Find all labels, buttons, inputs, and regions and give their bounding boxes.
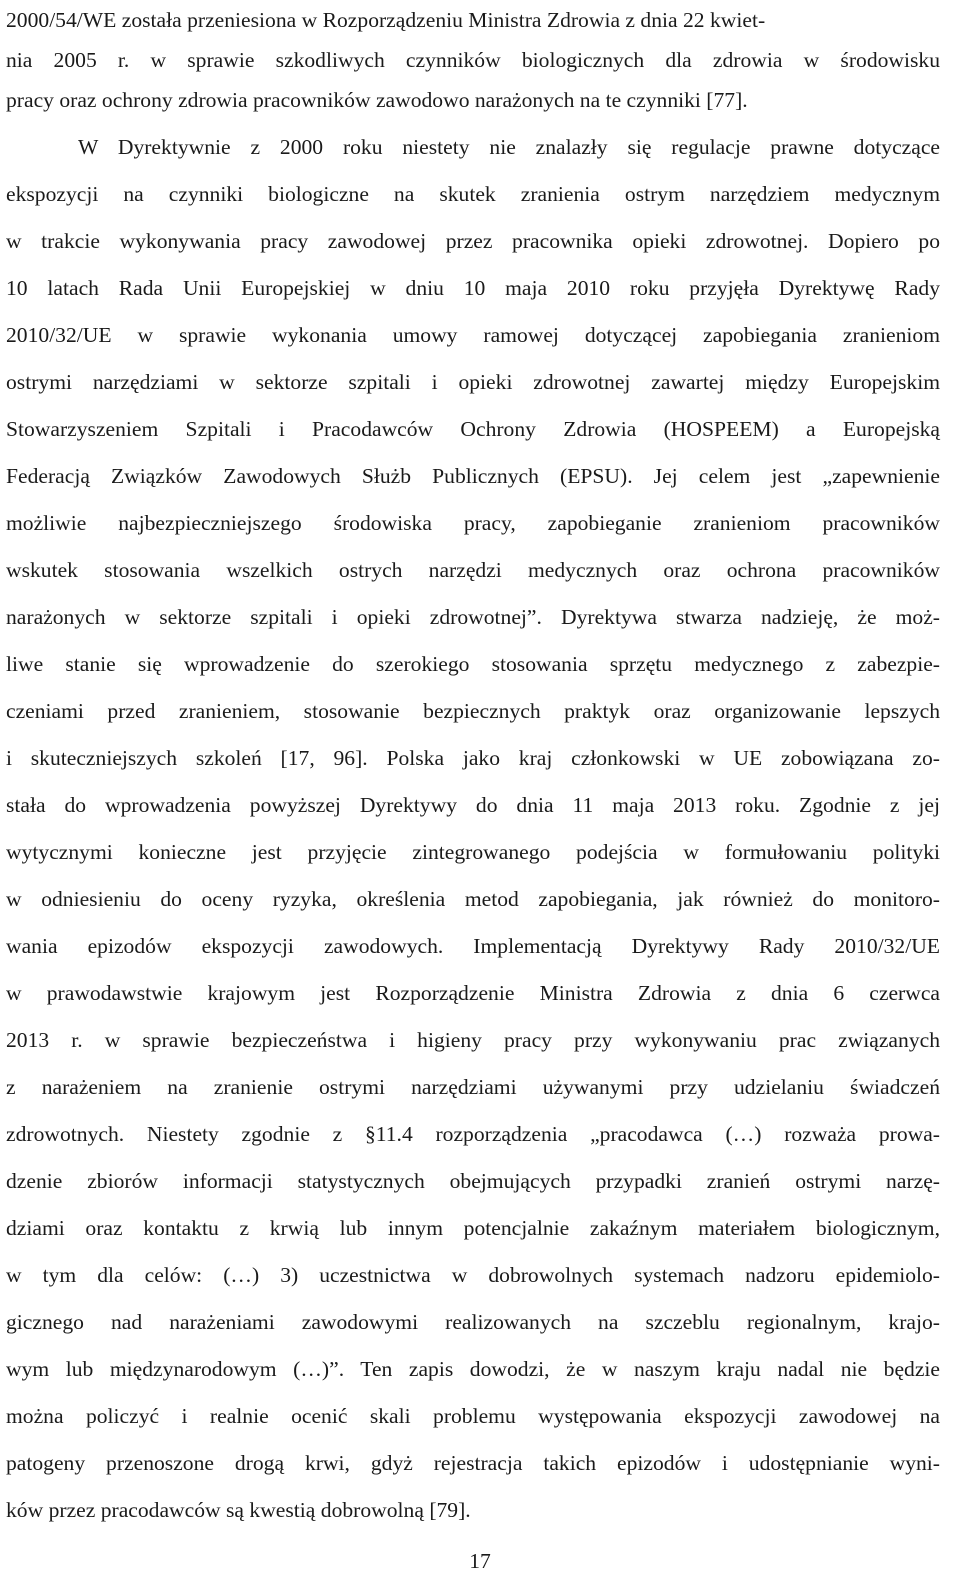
text-line-15: liwe stanie się wprowadzenie do szerokiego stosowania sprzętu medycznego z zabezpie- bbox=[6, 652, 940, 676]
text-line-28: w tym dla celów: (…) 3) uczestnictwa w dobrowolnych systemach nadzoru epidemiolo- bbox=[6, 1263, 940, 1287]
text-line-3: pracy oraz ochrony zdrowia pracowników zawodowo narażonych na te czynniki [77]. bbox=[6, 88, 748, 112]
text-line-17: i skuteczniejszych szkoleń [17, 96]. Polska jako kraj członkowski w UE zobowiązana zo- bbox=[6, 746, 940, 770]
text-line-13: wskutek stosowania wszelkich ostrych narzędzi medycznych oraz ochrona pracowników bbox=[6, 558, 940, 582]
text-line-25: zdrowotnych. Niestety zgodnie z §11.4 rozporządzenia „pracodawca (…) rozważa prowa- bbox=[6, 1122, 940, 1146]
text-line-9: ostrymi narzędziami w sektorze szpitali i opieki zdrowotnej zawartej między Europejskim bbox=[6, 370, 940, 394]
text-line-10: Stowarzyszeniem Szpitali i Pracodawców Ochrony Zdrowia (HOSPEEM) a Europejską bbox=[6, 417, 940, 441]
text-line-4: W Dyrektywnie z 2000 roku niestety nie znalazły się regulacje prawne dotyczące bbox=[78, 135, 940, 159]
text-line-29: gicznego nad narażeniami zawodowymi realizowanych na szczeblu regionalnym, krajo- bbox=[6, 1310, 940, 1334]
text-line-33: ków przez pracodawców są kwestią dobrowolną [79]. bbox=[6, 1498, 471, 1522]
text-line-32: patogeny przenoszone drogą krwi, gdyż rejestracja takich epizodów i udostępnianie wyni- bbox=[6, 1451, 940, 1475]
text-line-18: stała do wprowadzenia powyższej Dyrektywy do dnia 11 maja 2013 roku. Zgodnie z jej bbox=[6, 793, 940, 817]
text-line-27: dziami oraz kontaktu z krwią lub innym potencjalnie zakaźnym materiałem biologicznym, bbox=[6, 1216, 940, 1240]
text-line-8: 2010/32/UE w sprawie wykonania umowy ramowej dotyczącej zapobiegania zranieniom bbox=[6, 323, 940, 347]
text-line-24: z narażeniem na zranienie ostrymi narzędziami używanymi przy udzielaniu świadczeń bbox=[6, 1075, 940, 1099]
text-line-26: dzenie zbiorów informacji statystycznych obejmujących przypadki zranień ostrymi narzę- bbox=[6, 1169, 940, 1193]
text-line-16: czeniami przed zranieniem, stosowanie bezpiecznych praktyk oraz organizowanie lepszych bbox=[6, 699, 940, 723]
text-line-2: nia 2005 r. w sprawie szkodliwych czynników biologicznych dla zdrowia w środowisku bbox=[6, 48, 940, 72]
text-line-11: Federacją Związków Zawodowych Służb Publicznych (EPSU). Jej celem jest „zapewnienie bbox=[6, 464, 940, 488]
text-line-22: w prawodawstwie krajowym jest Rozporządzenie Ministra Zdrowia z dnia 6 czerwca bbox=[6, 981, 940, 1005]
text-line-20: w odniesieniu do oceny ryzyka, określenia metod zapobiegania, jak również do monitoro- bbox=[6, 887, 940, 911]
text-line-12: możliwie najbezpieczniejszego środowiska pracy, zapobieganie zranieniom pracowników bbox=[6, 511, 940, 535]
text-line-7: 10 latach Rada Unii Europejskiej w dniu 10 maja 2010 roku przyjęła Dyrektywę Rady bbox=[6, 276, 940, 300]
text-line-1: 2000/54/WE została przeniesiona w Rozporządzeniu Ministra Zdrowia z dnia 22 kwiet- bbox=[6, 8, 766, 32]
text-line-19: wytycznymi konieczne jest przyjęcie zintegrowanego podejścia w formułowaniu polityki bbox=[6, 840, 940, 864]
text-line-6: w trakcie wykonywania pracy zawodowej przez pracownika opieki zdrowotnej. Dopiero po bbox=[6, 229, 940, 253]
page-number: 17 bbox=[469, 1549, 491, 1573]
text-line-23: 2013 r. w sprawie bezpieczeństwa i higieny pracy przy wykonywaniu prac związanych bbox=[6, 1028, 940, 1052]
text-line-5: ekspozycji na czynniki biologiczne na skutek zranienia ostrym narzędziem medycznym bbox=[6, 182, 940, 206]
text-line-30: wym lub międzynarodowym (…)”. Ten zapis dowodzi, że w naszym kraju nadal nie będzie bbox=[6, 1357, 940, 1381]
text-line-21: wania epizodów ekspozycji zawodowych. Implementacją Dyrektywy Rady 2010/32/UE bbox=[6, 934, 940, 958]
text-line-31: można policzyć i realnie ocenić skali problemu występowania ekspozycji zawodowej na bbox=[6, 1404, 940, 1428]
text-line-14: narażonych w sektorze szpitali i opieki zdrowotnej”. Dyrektywa stwarza nadzieję, że moż- bbox=[6, 605, 940, 629]
